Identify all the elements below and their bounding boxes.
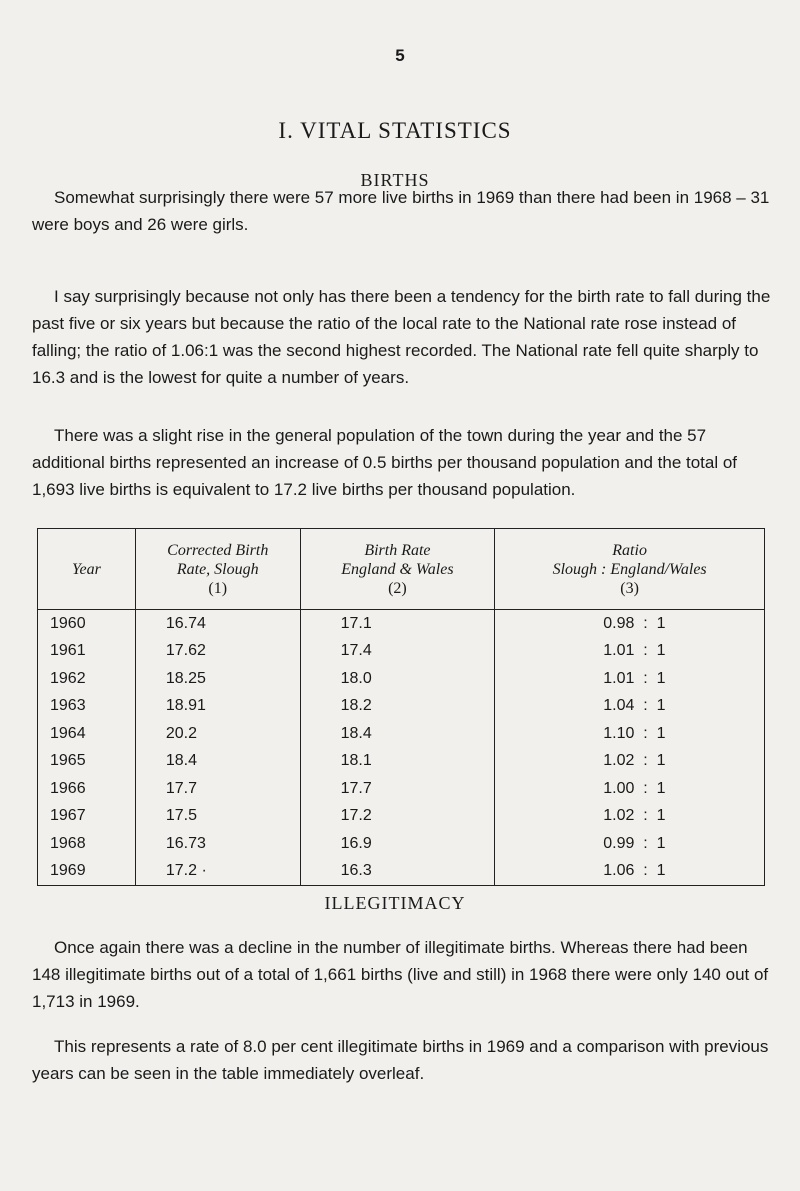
header-england-rate: Birth Rate England & Wales (2) [300, 529, 495, 610]
header-slough-rate: Corrected Birth Rate, Slough (1) [135, 529, 300, 610]
header-year: Year [38, 529, 136, 610]
table-row: 1968 16.73 16.9 0.99 : 1 [38, 830, 765, 858]
header-ratio: Ratio Slough : England/Wales (3) [495, 529, 765, 610]
page-number: 5 [395, 46, 405, 65]
table-row: 1967 17.5 17.2 1.02 : 1 [38, 803, 765, 831]
table-row: 1961 17.62 17.4 1.01 : 1 [38, 638, 765, 666]
chapter-title: I. VITAL STATISTICS [278, 118, 512, 143]
births-heading: BIRTHS [360, 170, 430, 190]
birth-rate-table [37, 528, 765, 886]
table-header-row [38, 529, 765, 610]
table-row: 1966 17.7 17.7 1.00 : 1 [38, 775, 765, 803]
illegitimacy-heading: ILLEGITIMACY [324, 893, 466, 913]
table-row: 1965 18.4 18.1 1.02 : 1 [38, 748, 765, 776]
table-row: 1969 17.2 · 16.3 1.06 : 1 [38, 858, 765, 886]
table-row: 1964 20.2 18.4 1.10 : 1 [38, 720, 765, 748]
table-row: 1960 16.74 17.1 0.98 : 1 [38, 610, 765, 638]
table-row: 1963 18.91 18.2 1.04 : 1 [38, 693, 765, 721]
births-paragraph-2: I say surprisingly because not only has there been a tendency for the birth rate to fall during the past five or six years but because the ratio of the local rate to the National rate rose instead of falling; the ratio of 1.06:1 was the second highest recorded. The National rate fell quite sharply to 16.3 and is the lowest for quite a number of years. [32, 287, 771, 387]
births-paragraph-1: Somewhat surprisingly there were 57 more live births in 1969 than there had been in 1968 – 31 were boys and 26 were girls. [32, 188, 770, 234]
births-paragraph-3: There was a slight rise in the general population of the town during the year and the 57 additional births represented an increase of 0.5 births per thousand population and the total of 1,693 live births is equivalent to 17.2 live births per thousand population. [32, 426, 738, 499]
table-row: 1962 18.25 18.0 1.01 : 1 [38, 665, 765, 693]
illegitimacy-paragraph-2: This represents a rate of 8.0 per cent illegitimate births in 1969 and a comparison with previous years can be seen in the table immediately overleaf. [32, 1037, 769, 1083]
illegitimacy-paragraph-1: Once again there was a decline in the number of illegitimate births. Whereas there had been 148 illegitimate births out of a total of 1,661 births (live and still) in 1968 there were only 140 out of 1,713 in 1969. [32, 938, 769, 1011]
